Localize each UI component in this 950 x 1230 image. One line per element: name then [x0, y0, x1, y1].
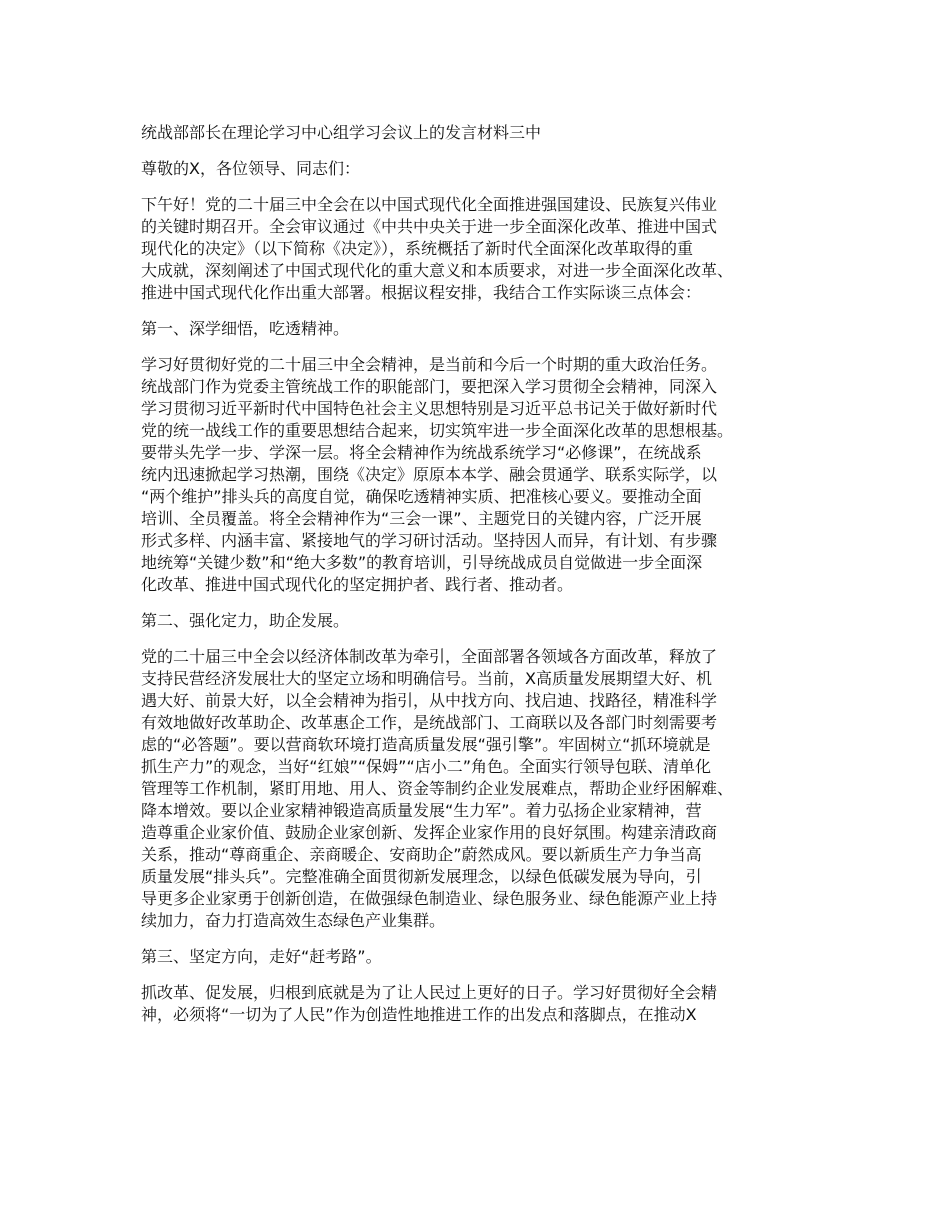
text-line: 第三、坚定方向，走好“赶考路”。	[141, 947, 382, 966]
text-line: 质量发展“排头兵”。完整准确全面贯彻新发展理念，以绿色低碳发展为导向，引	[141, 867, 702, 886]
text-line: 统战部门作为党委主管统战工作的职能部门，要把深入学习贯彻全会精神，同深入	[141, 377, 718, 396]
text-line: 抓改革、促发展，归根到底就是为了让人民过上更好的日子。学习好贯彻好全会精	[141, 983, 718, 1002]
section-heading	[141, 946, 831, 968]
text-line: 培训、全员覆盖。将全会精神作为“三会一课”、主题党日的关键内容，广泛开展	[141, 509, 702, 528]
text-line: 学习贯彻习近平新时代中国特色社会主义思想特别是习近平总书记关于做好新时代	[141, 399, 718, 418]
text-line: “两个维护”排头兵的高度自觉，确保吃透精神实质、把准核心要义。要推动全面	[141, 487, 702, 506]
text-line: 第一、深学细悟，吃透精神。	[141, 319, 350, 338]
text-line: 有效地做好改革助企、改革惠企工作，是统战部门、工商联以及各部门时刻需要考	[141, 713, 718, 732]
body-paragraph	[141, 354, 831, 596]
text-line: 下午好！党的二十届三中全会在以中国式现代化全面推进强国建设、民族复兴伟业	[141, 195, 718, 214]
text-line: 管理等工作机制，紧盯用地、用人、资金等制约企业发展难点，帮助企业纾困解难、	[141, 779, 734, 798]
text-line: 形式多样、内涵丰富、紧接地气的学习研讨活动。坚持因人而异，有计划、有步骤	[141, 531, 718, 550]
body-paragraph	[141, 646, 831, 932]
text-line: 续加力，奋力打造高效生态绿色产业集群。	[141, 911, 446, 930]
text-line: 支持民营经济发展壮大的坚定立场和明确信号。当前，X高质量发展期望大好、机	[141, 669, 712, 688]
text-line: 关系，推动“尊商重企、亲商暖企、安商助企”蔚然成风。要以新质生产力争当高	[141, 845, 702, 864]
text-line: 降本增效。要以企业家精神锻造高质量发展“生力军”。着力弘扬企业家精神，营	[141, 801, 702, 820]
text-line: 导更多企业家勇于创新创造，在做强绿色制造业、绿色服务业、绿色能源产业上持	[141, 889, 718, 908]
text-line: 神，必须将“一切为了人民”作为创造性地推进工作的出发点和落脚点，在推动X	[141, 1005, 697, 1024]
text-line: 党的统一战线工作的重要思想结合起来，切实筑牢进一步全面深化改革的思想根基。	[141, 421, 734, 440]
text-line: 党的二十届三中全会以经济体制改革为牵引，全面部署各领域各方面改革，释放了	[141, 647, 718, 666]
text-line: 遇大好、前景大好，以全会精神为指引，从中找方向、找启迪、找路径，精准科学	[141, 691, 718, 710]
text-line: 大成就，深刻阐述了中国式现代化的重大意义和本质要求，对进一步全面深化改革、	[141, 261, 734, 280]
text-line: 统内迅速掀起学习热潮，围绕《决定》原原本本学、融会贯通学、联系实际学，以	[141, 465, 718, 484]
text-line: 化改革、推进中国式现代化的坚定拥护者、践行者、推动者。	[141, 575, 574, 594]
section-heading	[141, 318, 831, 340]
text-line: 的关键时期召开。全会审议通过《中共中央关于进一步全面深化改革、推进中国式	[141, 217, 718, 236]
text-line: 推进中国式现代化作出重大部署。根据议程安排，我结合工作实际谈三点体会：	[141, 283, 702, 302]
text-line: 要带头先学一步、学深一层。将全会精神作为统战系统学习“必修课”，在统战系	[141, 443, 702, 462]
section-heading	[141, 610, 831, 632]
text-line: 造尊重企业家价值、鼓励企业家创新、发挥企业家作用的良好氛围。构建亲清政商	[141, 823, 718, 842]
text-line: 虑的“必答题”。要以营商软环境打造高质量发展“强引擎”。牢固树立“抓环境就是	[141, 735, 711, 754]
text-line: 现代化的决定》（以下简称《决定》），系统概括了新时代全面深化改革取得的重	[141, 239, 694, 258]
text-line: 学习好贯彻好党的二十届三中全会精神，是当前和今后一个时期的重大政治任务。	[141, 355, 718, 374]
salutation: 尊敬的X，各位领导、同志们：	[141, 159, 360, 178]
paragraphs-container	[141, 194, 831, 1026]
text-line: 第二、强化定力，助企发展。	[141, 611, 350, 630]
text-line: 地统筹“关键少数”和“绝大多数”的教育培训，引导统战成员自觉做进一步全面深	[141, 553, 703, 572]
body-paragraph	[141, 982, 831, 1026]
body-paragraph	[141, 194, 831, 304]
document-body	[141, 122, 831, 1040]
text-line: 抓生产力”的观念，当好“红娘”“保姆”“店小二”角色。全面实行领导包联、清单化	[141, 757, 712, 776]
document-title: 统战部部长在理论学习中心组学习会议上的发言材料三中	[141, 123, 542, 142]
